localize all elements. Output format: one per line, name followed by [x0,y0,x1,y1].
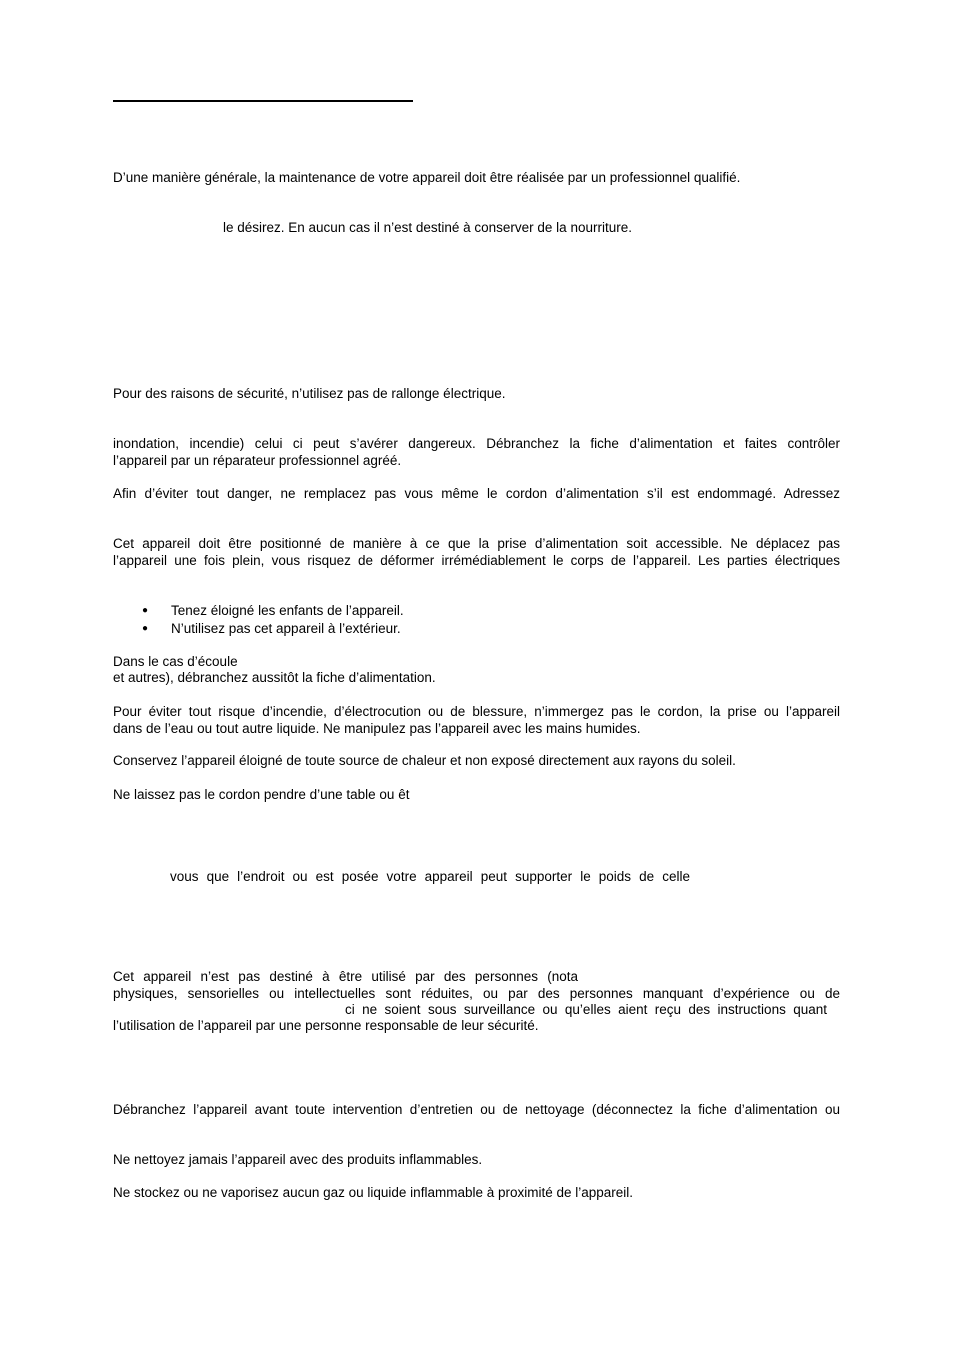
paragraph-persons-line4: l’utilisation de l’appareil par une personne responsable de leur sécurité. [113,1018,539,1033]
list-item: N’utilisez pas cet appareil à l’extérieur. [171,621,401,636]
paragraph-damage-line1: inondation, incendie) celui ci peut s’avérer dangereux. Débranchez la fiche d’alimentation et faites contrôler [113,436,840,451]
paragraph-damage-line2: l’appareil par un réparateur professionnel agréé. [113,453,402,468]
paragraph-persons-line1: Cet appareil n’est pas destiné à être utilisé par des personnes (nota [113,969,578,984]
bullet-dot: ● [142,605,149,616]
paragraph-unplug: Débranchez l’appareil avant toute intervention d’entretien ou de nettoyage (déconnectez la fiche d’alimentation ou [113,1102,840,1117]
paragraph-cord-hanging: Ne laissez pas le cordon pendre d’une table ou êt [113,787,410,802]
paragraph-heat-source: Conservez l’appareil éloigné de toute source de chaleur et non exposé directement aux rayons du soleil. [113,753,736,768]
paragraph-leak-line1: Dans le cas d’écoule [113,654,238,669]
paragraph-persons-line2: physiques, sensorielles ou intellectuelles sont réduites, ou par des personnes manquant d’expérience ou de [113,986,840,1001]
paragraph-cleaning-products: Ne nettoyez jamais l’appareil avec des produits inflammables. [113,1152,483,1167]
list-item: Tenez éloigné les enfants de l’appareil. [171,603,404,618]
paragraph-maintenance: D’une manière générale, la maintenance de votre appareil doit être réalisée par un professionnel qualifié. [113,170,741,185]
paragraph-immersion-line1: Pour éviter tout risque d’incendie, d’électrocution ou de blessure, n’immergez pas le cordon, la prise ou l’appareil [113,704,840,719]
paragraph-persons-line3: ci ne soient sous surveillance ou qu’elles aient reçu des instructions quant [345,1002,827,1017]
paragraph-usage: le désirez. En aucun cas il n’est destiné à conserver de la nourriture. [223,220,632,235]
heading-underline [113,100,413,102]
paragraph-extension-cord: Pour des raisons de sécurité, n’utilisez pas de rallonge électrique. [113,386,506,401]
paragraph-positioning-line1: Cet appareil doit être positionné de manière à ce que la prise d’alimentation soit accessible. Ne déplacez pas [113,536,840,551]
paragraph-immersion-line2: dans de l’eau ou tout autre liquide. Ne manipulez pas l’appareil avec les mains humides. [113,721,641,736]
paragraph-power-cord: Afin d’éviter tout danger, ne remplacez pas vous même le cordon d’alimentation s’il est endommagé. Adressez [113,486,840,501]
bullet-dot: ● [142,623,149,634]
paragraph-leak-line2: et autres), débranchez aussitôt la fiche d’alimentation. [113,670,436,685]
paragraph-weight: vous que l’endroit ou est posée votre appareil peut supporter le poids de celle [170,869,690,884]
paragraph-flammable-gas: Ne stockez ou ne vaporisez aucun gaz ou liquide inflammable à proximité de l’appareil. [113,1185,634,1200]
paragraph-positioning-line2: l’appareil une fois plein, vous risquez de déformer irrémédiablement le corps de l’appareil. Les parties électriques [113,553,840,568]
